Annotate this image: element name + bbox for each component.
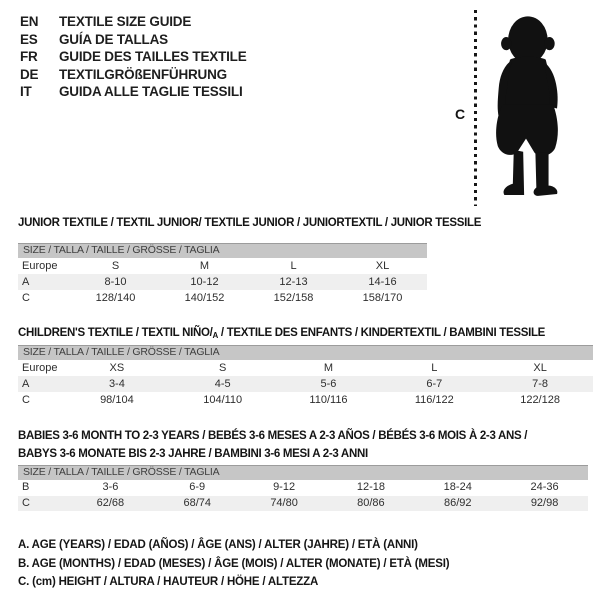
- row-label: Europe: [22, 260, 58, 272]
- height-cell: 68/74: [183, 496, 211, 509]
- height-cell: 152/158: [273, 292, 314, 304]
- height-cell: 62/68: [96, 496, 125, 509]
- age-cell: 3-4: [108, 378, 125, 390]
- row-label: C: [22, 496, 30, 509]
- months-cell: 6-9: [189, 481, 206, 493]
- table-row: [18, 480, 588, 496]
- children-table: [18, 345, 593, 408]
- row-label: C: [22, 394, 30, 406]
- size-cell: S: [219, 362, 227, 374]
- age-cell: 5-6: [320, 378, 337, 390]
- height-dotted-line: [474, 10, 477, 206]
- months-cell: 24-36: [530, 481, 559, 493]
- height-cell: 86/92: [443, 496, 472, 509]
- language-title: TEXTILE SIZE GUIDE: [59, 14, 192, 29]
- language-row-es: [20, 31, 247, 49]
- language-title: GUIDA ALLE TAGLIE TESSILI: [59, 84, 243, 100]
- language-code: IT: [20, 84, 32, 100]
- language-title: TEXTILGRÖßENFÜHRUNG: [59, 66, 227, 82]
- height-cell: 122/128: [520, 394, 560, 406]
- row-label: A: [22, 378, 30, 390]
- height-measure-label: C: [454, 106, 466, 122]
- children-title-suffix: / TEXTILE DES ENFANTS / KINDERTEXTIL / BAMBINI TESSILE: [218, 327, 546, 339]
- language-row-it: [20, 83, 247, 101]
- language-code: ES: [20, 31, 38, 47]
- legend-line-b: B. AGE (MONTHS) / EDAD (MESES) / ÂGE (MOIS) / ALTER (MONATE) / ETÀ (MESI): [18, 557, 450, 570]
- height-cell: 98/104: [100, 394, 134, 406]
- table-row: [18, 258, 427, 274]
- height-cell: 128/140: [95, 292, 136, 304]
- children-title-prefix: CHILDREN'S TEXTILE / TEXTIL NIÑO/: [18, 327, 213, 339]
- language-code: FR: [20, 49, 38, 65]
- children-table-title: [18, 326, 545, 343]
- months-cell: 3-6: [102, 481, 119, 493]
- language-code: EN: [20, 14, 39, 29]
- age-cell: 4-5: [214, 378, 231, 390]
- size-cell: M: [199, 260, 210, 272]
- babies-table: [18, 465, 588, 511]
- legend-line-a: A. AGE (YEARS) / EDAD (AÑOS) / ÂGE (ANS) / ALTER (JAHRE) / ETÀ (ANNI): [18, 539, 418, 551]
- language-title: GUIDE DES TAILLES TEXTILE: [59, 49, 247, 65]
- row-label: Europe: [22, 362, 58, 374]
- height-cell: 104/110: [203, 394, 243, 406]
- months-cell: 18-24: [443, 481, 472, 493]
- language-title: GUÍA DE TALLAS: [59, 31, 168, 47]
- age-cell: 14-16: [368, 276, 397, 288]
- language-row-fr: [20, 48, 247, 66]
- size-header-bar: SIZE / TALLA / TAILLE / GRÖSSE / TAGLIA: [18, 345, 593, 360]
- size-cell: XL: [375, 260, 390, 272]
- table-row: [18, 290, 427, 306]
- height-cell: 92/98: [530, 496, 559, 509]
- size-cell: S: [111, 260, 120, 272]
- table-row: [18, 496, 588, 512]
- age-cell: 8-10: [104, 276, 127, 288]
- size-cell: L: [290, 260, 297, 272]
- children-title-subscript: A: [212, 331, 219, 340]
- row-label: A: [22, 276, 30, 288]
- babies-title-line2: BABYS 3-6 MONATE BIS 2-3 JAHRE / BAMBINI 3-6 MESI A 2-3 ANNI: [18, 447, 368, 460]
- junior-table-title: JUNIOR TEXTILE / TEXTIL JUNIOR/ TEXTILE JUNIOR / JUNIORTEXTIL / JUNIOR TESSILE: [18, 217, 482, 229]
- row-label: C: [22, 292, 30, 304]
- babies-title-line1: BABIES 3-6 MONTH TO 2-3 YEARS / BEBÉS 3-6 MESES A 2-3 AÑOS / BÉBÉS 3-6 MOIS À 2-3 ANS /: [18, 430, 528, 442]
- height-cell: 110/116: [309, 394, 348, 406]
- height-cell: 116/122: [414, 394, 454, 406]
- size-cell: XL: [533, 362, 547, 374]
- size-cell: L: [431, 362, 438, 374]
- height-cell: 140/152: [184, 292, 225, 304]
- language-title-list: [20, 13, 247, 101]
- language-row-de: [20, 66, 247, 84]
- age-cell: 12-13: [279, 276, 308, 288]
- language-row-en: [20, 13, 247, 31]
- row-label: B: [22, 481, 30, 493]
- months-cell: 12-18: [356, 481, 385, 493]
- language-code: DE: [20, 66, 39, 82]
- legend-line-c: C. (cm) HEIGHT / ALTURA / HAUTEUR / HÖHE / ALTEZZA: [18, 576, 319, 588]
- age-cell: 10-12: [190, 276, 219, 288]
- size-cell: M: [323, 362, 334, 374]
- months-cell: 9-12: [273, 481, 296, 493]
- measure-legend: [18, 536, 449, 592]
- table-row: [18, 376, 593, 392]
- babies-table-title: [18, 428, 527, 463]
- junior-table: [18, 243, 427, 306]
- size-header-bar: SIZE / TALLA / TAILLE / GRÖSSE / TAGLIA: [18, 465, 588, 480]
- age-cell: 7-8: [532, 378, 549, 390]
- size-cell: XS: [109, 362, 125, 374]
- table-row: [18, 392, 593, 408]
- table-row: [18, 360, 593, 376]
- table-row: [18, 274, 427, 290]
- height-cell: 80/86: [357, 496, 385, 509]
- height-cell: 158/170: [362, 292, 403, 304]
- age-cell: 6-7: [426, 378, 443, 390]
- toddler-silhouette-image: [479, 8, 573, 209]
- height-cell: 74/80: [270, 496, 298, 509]
- size-header-bar: SIZE / TALLA / TAILLE / GRÖSSE / TAGLIA: [18, 243, 427, 258]
